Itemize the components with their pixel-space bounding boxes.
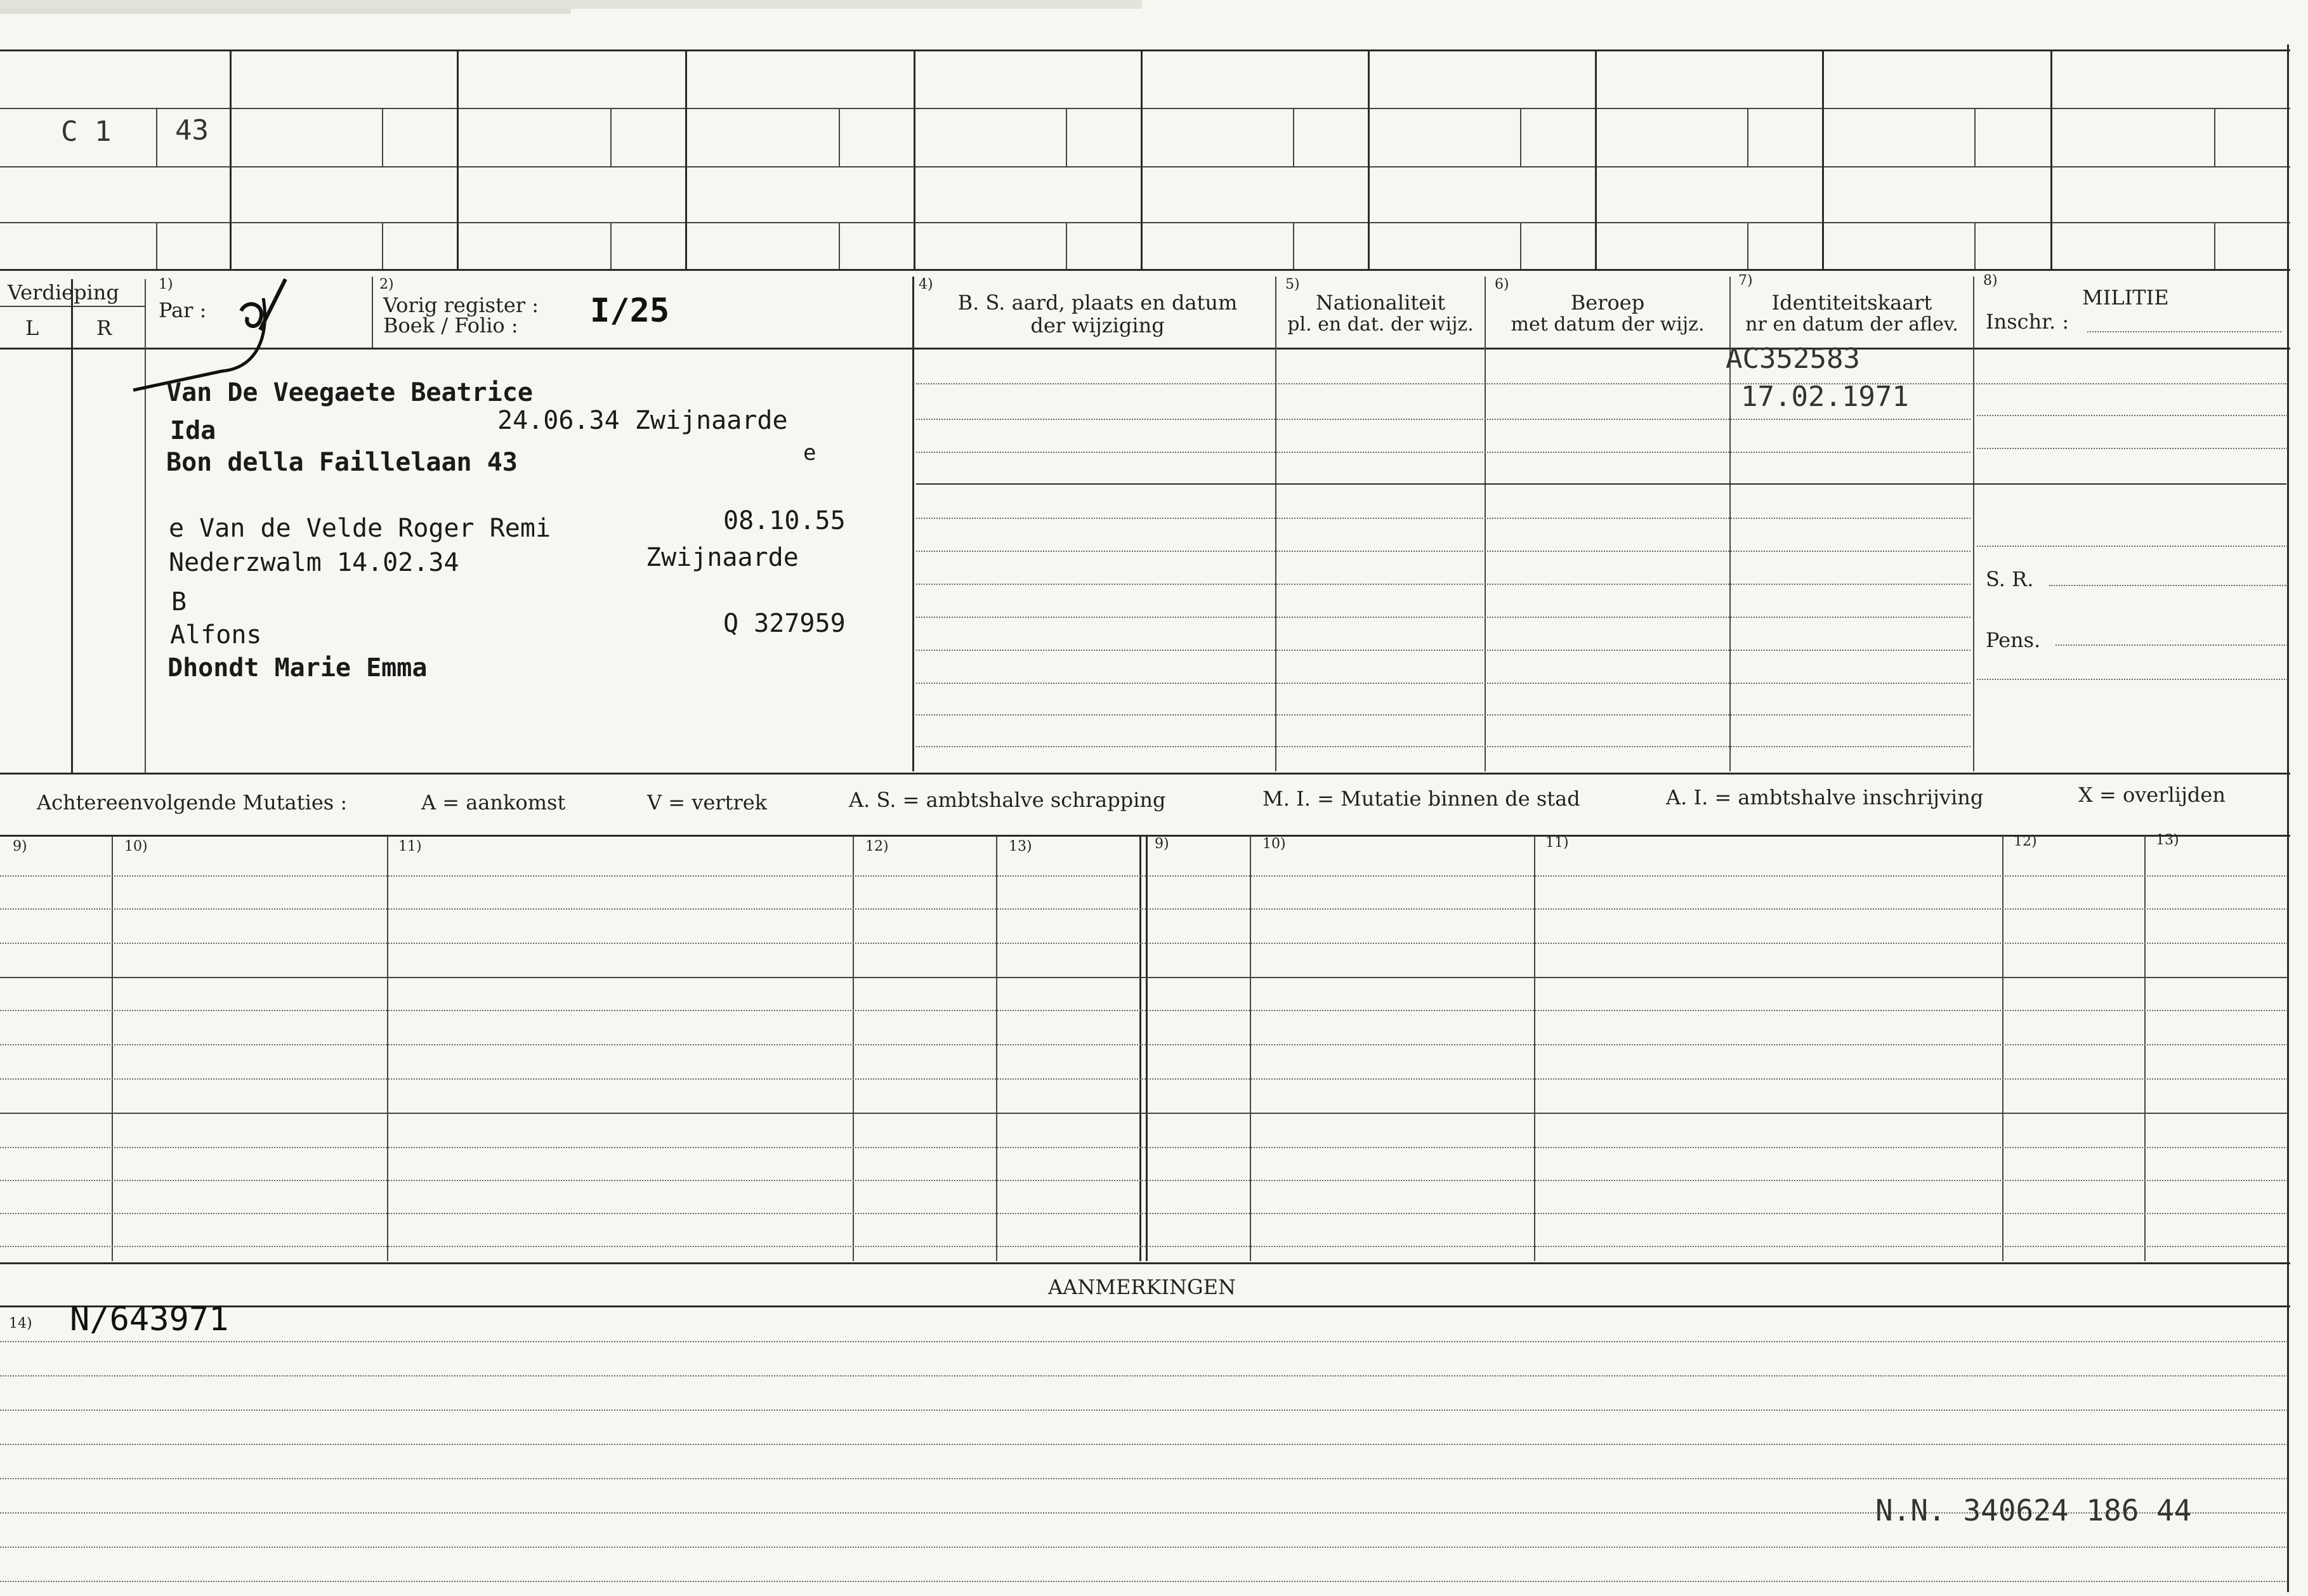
id-card-date: 17.02.1971 — [1741, 381, 1909, 413]
par-label: Par : — [159, 298, 207, 322]
inschr-label: Inschr. : — [1986, 310, 2069, 334]
beroep-header-line2: met datum der wijz. — [1511, 313, 1705, 336]
person-address-mark: e — [803, 440, 816, 466]
col-4-number: 4) — [919, 277, 933, 292]
mut-col-10-left: 10) — [124, 839, 148, 854]
person-surname: Van De Veegaete Beatrice — [166, 378, 533, 407]
bs-header-line2: der wijziging — [1030, 313, 1165, 337]
legend-overlijden: X = overlijden — [2078, 783, 2226, 807]
id-header-line2: nr en datum der aflev. — [1745, 313, 1958, 336]
nat-header-line2: pl. en dat. der wijz. — [1287, 313, 1474, 336]
mut-col-13-right: 13) — [2156, 832, 2179, 848]
col-8-number: 8) — [1983, 273, 1998, 289]
pens-label: Pens. — [1986, 628, 2041, 652]
mut-col-9-left: 9) — [13, 839, 27, 854]
person-address: Bon della Faillelaan 43 — [166, 448, 518, 477]
legend-vertrek: V = vertrek — [647, 790, 768, 814]
father-name: Alfons — [170, 620, 262, 650]
marriage-date: 08.10.55 — [723, 506, 846, 535]
mut-col-11-left: 11) — [398, 839, 422, 854]
bs-header-line1: B. S. aard, plaats en datum — [957, 291, 1238, 315]
person-birth: 24.06.34 Zwijnaarde — [497, 406, 788, 435]
mut-col-10-right: 10) — [1262, 836, 1286, 852]
col-1-number: 1) — [159, 277, 173, 292]
remarks-value: N/643971 — [70, 1300, 229, 1338]
national-number: N.N. 340624 186 44 — [1875, 1493, 2192, 1527]
sr-label: S. R. — [1986, 567, 2034, 591]
mother-name: Dhondt Marie Emma — [167, 653, 428, 683]
beroep-header-line1: Beroep — [1570, 291, 1645, 315]
legend-schrapping: A. S. = ambtshalve schrapping — [849, 788, 1166, 812]
legend-inschrijving: A. I. = ambtshalve inschrijving — [1666, 785, 1984, 809]
verdieping-l: L — [25, 316, 39, 340]
boek-folio-label: Boek / Folio : — [383, 313, 518, 337]
id-header-line1: Identiteitskaart — [1771, 291, 1932, 315]
vorig-register-value: I/25 — [590, 292, 670, 330]
register-code: C 1 — [61, 115, 112, 148]
legend-aankomst: A = aankomst — [421, 790, 566, 814]
person-firstname: Ida — [170, 416, 216, 445]
mut-col-12-left: 12) — [865, 839, 889, 854]
scan-edge-noise — [0, 0, 2308, 25]
remarks-title: AANMERKINGEN — [1048, 1275, 1236, 1299]
militie-label: MILITIE — [2082, 285, 2169, 310]
mutations-title: Achtereenvolgende Mutaties : — [37, 790, 348, 814]
mut-col-12-right: 12) — [2014, 834, 2037, 849]
id-card-number: AC352583 — [1726, 343, 1860, 375]
verdieping-label: Verdieping — [8, 280, 119, 304]
verdieping-r: R — [96, 316, 112, 340]
vorig-register-label: Vorig register : — [383, 293, 539, 317]
col-6-number: 6) — [1495, 277, 1509, 292]
spouse-birth: Nederzwalm 14.02.34 — [169, 548, 459, 577]
mut-col-13-left: 13) — [1009, 839, 1032, 854]
mut-col-11-right: 11) — [1545, 835, 1569, 851]
col-7-number: 7) — [1738, 273, 1753, 289]
col-5-number: 5) — [1285, 277, 1300, 292]
marriage-place: Zwijnaarde — [646, 543, 799, 572]
mut-col-9-right: 9) — [1155, 836, 1169, 852]
status-letter: B — [171, 587, 187, 617]
legend-mutatie: M. I. = Mutatie binnen de stad — [1262, 787, 1580, 811]
register-number: 43 — [175, 114, 209, 147]
spouse-name: e Van de Velde Roger Remi — [169, 514, 551, 543]
nat-header-line1: Nationaliteit — [1315, 291, 1446, 315]
remarks-number: 14) — [9, 1316, 32, 1331]
code-q: Q 327959 — [723, 609, 846, 638]
col-2-number: 2) — [379, 277, 394, 292]
